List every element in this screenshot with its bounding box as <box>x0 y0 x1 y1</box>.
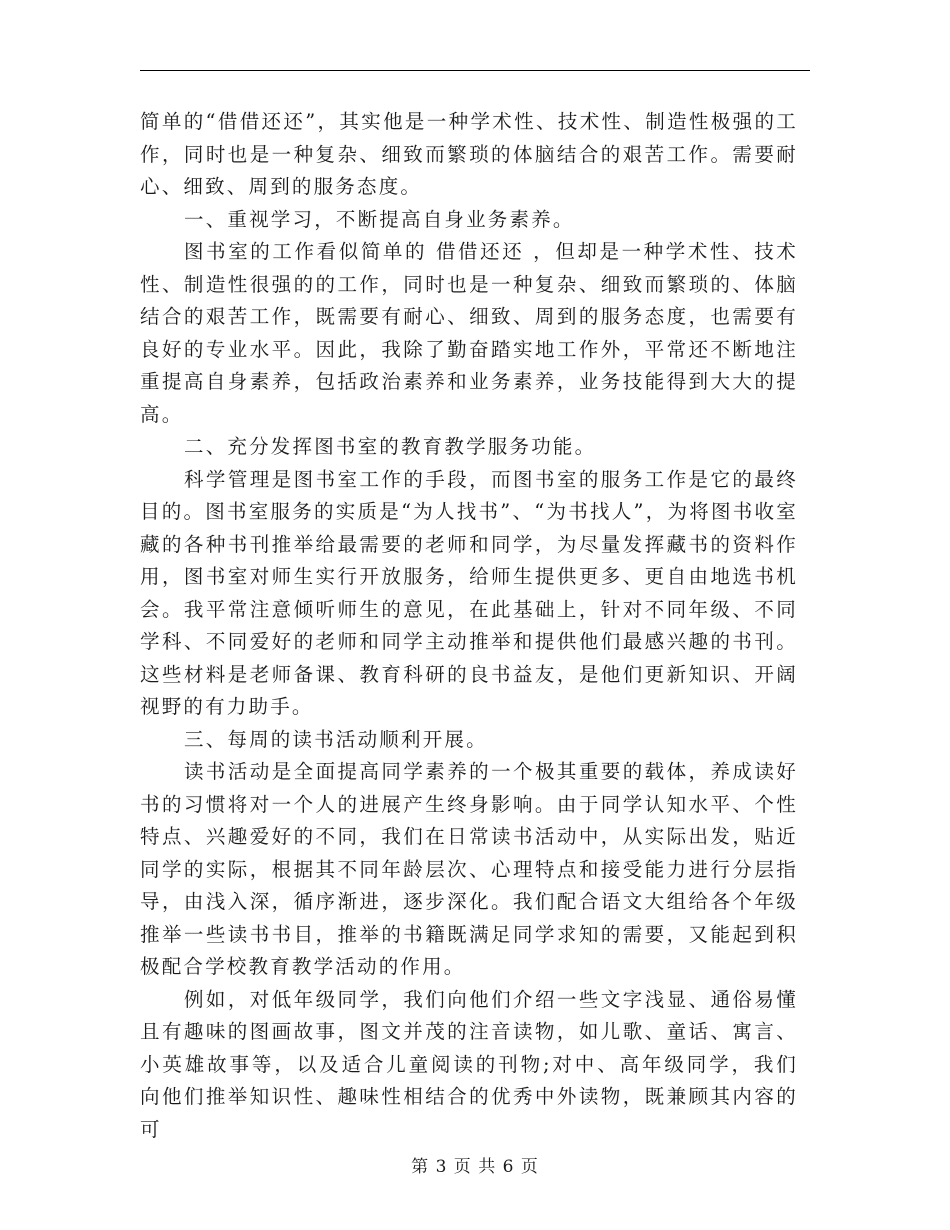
page-footer: 第 3 页 共 6 页 <box>411 1157 539 1177</box>
header-rule <box>140 70 810 71</box>
body-paragraph: 图书室的工作看似简单的 借借还还 ，但却是一种学术性、技术性、制造性很强的的工作，同时也是一种复杂、细致而繁琐的、体脑结合的艰苦工作，既需要有耐心、细致、周到的服务态度，也需要有良好的专业水平。因此，我除了勤奋踏实地工作外，平常还不断地注重提高自身素养，包括政治素养和业务素养，业务技能得到大大的提高。 <box>140 240 798 426</box>
section-heading-2: 二、充分发挥图书室的教育教学服务功能。 <box>184 435 597 458</box>
body-paragraph: 简单的“借借还还”，其实他是一种学术性、技术性、制造性极强的工作，同时也是一种复杂、细致而繁琐的体脑结合的艰苦工作。需要耐心、细致、周到的服务态度。 <box>140 110 798 198</box>
section-heading-3: 三、每周的读书活动顺利开展。 <box>184 727 488 751</box>
body-paragraph: 科学管理是图书室工作的手段，而图书室的服务工作是它的最终目的。图书室服务的实质是“为人找书”、“为书找人”，为将图书收室藏的各种书刊推举给最需要的老师和同学，为尽量发挥藏书的资料作用，图书室对师生实行开放服务，给师生提供更多、更自由地选书机会。我平常注意倾听师生的意见，在此基础上，针对不同年级、不同学科、不同爱好的老师和同学主动推举和提供他们最感兴趣的书刊。这些材料是老师备课、教育科研的良书益友，是他们更新知识、开阔视野的有力助手。 <box>140 467 798 718</box>
body-paragraph: 读书活动是全面提高同学素养的一个极其重要的载体，养成读好书的习惯将对一个人的进展产生终身影响。由于同学认知水平、个性特点、兴趣爱好的不同，我们在日常读书活动中，从实际出发，贴近同学的实际，根据其不同年龄层次、心理特点和接受能力进行分层指导，由浅入深，循序渐进，逐步深化。我们配合语文大组给各个年级推举一些读书书目，推举的书籍既满足同学求知的需要，又能起到积极配合学校教育教学活动的作用。 <box>140 760 798 978</box>
document-body <box>140 106 798 1146</box>
body-paragraph: 例如，对低年级同学，我们向他们介绍一些文字浅显、通俗易懂且有趣味的图画故事，图文并茂的注音读物，如儿歌、童话、寓言、小英雄故事等，以及适合儿童阅读的刊物;对中、高年级同学，我们向他们推举知识性、趣味性相结合的优秀中外读物，既兼顾其内容的可 <box>140 987 798 1141</box>
section-heading-1: 一、重视学习，不断提高自身业务素养。 <box>184 207 575 231</box>
